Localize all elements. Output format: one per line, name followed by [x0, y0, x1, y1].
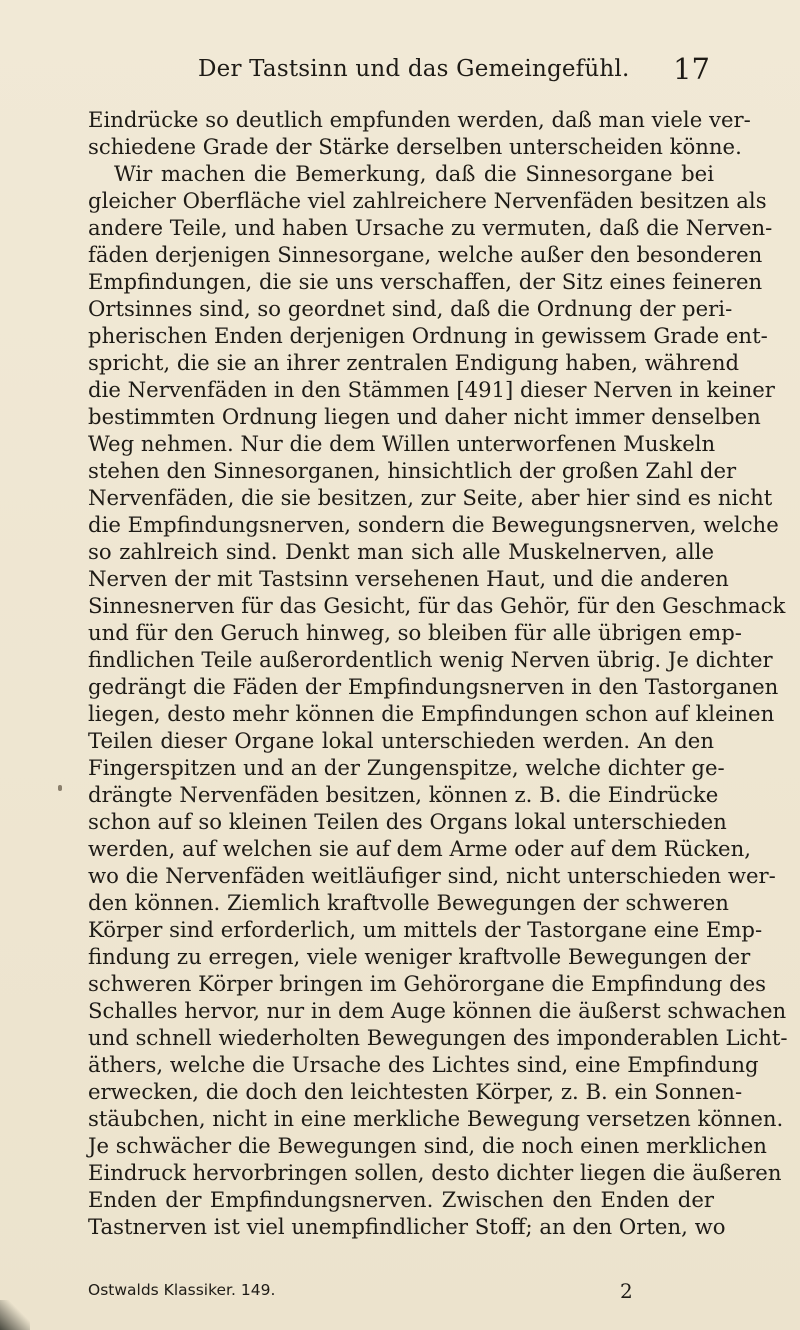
text-line: werden, auf welchen sie auf dem Arme oder auf dem Rücken,	[88, 836, 751, 861]
text-line: Wir machen die Bemerkung, daß die Sinnesorgane bei	[114, 161, 714, 186]
text-line: drängte Nervenfäden besitzen, können z. B. die Eindrücke	[88, 782, 719, 807]
text-line: und schnell wiederholten Bewegungen des imponderablen Licht-	[88, 1025, 788, 1050]
page-number: 17	[673, 52, 710, 86]
text-line: erwecken, die doch den leichtesten Körper, z. B. ein Sonnen-	[88, 1079, 743, 1104]
running-title: Der Tastsinn und das Gemeingefühl.	[198, 56, 630, 82]
text-line: Ortsinnes sind, so geordnet sind, daß die Ordnung der peri-	[88, 296, 733, 321]
text-line: Sinnesnerven für das Gesicht, für das Gehör, für den Geschmack	[88, 593, 786, 618]
text-line: Je schwächer die Bewegungen sind, die noch einen merklichen	[88, 1133, 767, 1158]
text-line: Nervenfäden, die sie besitzen, zur Seite, aber hier sind es nicht	[88, 485, 773, 510]
text-line: Weg nehmen. Nur die dem Willen unterworfenen Muskeln	[88, 431, 716, 456]
text-line: Enden der Empfindungsnerven. Zwischen den Enden der	[88, 1187, 714, 1212]
text-line: die Nervenfäden in den Stämmen [491] dieser Nerven in keiner	[88, 377, 775, 402]
text-line: Körper sind erforderlich, um mittels der Tastorgane eine Emp-	[88, 917, 763, 942]
margin-mark	[58, 785, 62, 791]
text-line: stehen den Sinnesorganen, hinsichtlich der großen Zahl der	[88, 458, 737, 483]
text-line: Eindruck hervorbringen sollen, desto dichter liegen die äußeren	[88, 1160, 782, 1185]
text-line: schweren Körper bringen im Gehörorgane die Empfindung des	[88, 971, 767, 996]
text-line: Nerven der mit Tastsinn versehenen Haut, und die anderen	[88, 566, 729, 591]
text-line: bestimmten Ordnung liegen und daher nicht immer denselben	[88, 404, 761, 429]
text-line: pherischen Enden derjenigen Ordnung in gewissem Grade ent-	[88, 323, 768, 348]
text-line: stäubchen, nicht in eine merkliche Bewegung versetzen können.	[88, 1106, 784, 1131]
text-line: äthers, welche die Ursache des Lichtes sind, eine Empfindung	[88, 1052, 759, 1077]
text-line: Schalles hervor, nur in dem Auge können die äußerst schwachen	[88, 998, 787, 1023]
running-head	[90, 52, 710, 90]
text-line: fäden derjenigen Sinnesorgane, welche außer den besonderen	[88, 242, 763, 267]
page-footer	[88, 1281, 714, 1305]
text-line: schiedene Grade der Stärke derselben unterscheiden könne.	[88, 134, 742, 159]
text-line: und für den Geruch hinweg, so bleiben für alle übrigen emp-	[88, 620, 742, 645]
series-signature: Ostwalds Klassiker. 149.	[88, 1281, 276, 1299]
text-line: den können. Ziemlich kraftvolle Bewegungen der schweren	[88, 890, 729, 915]
text-line: Fingerspitzen und an der Zungenspitze, welche dichter ge-	[88, 755, 725, 780]
text-line: spricht, die sie an ihrer zentralen Endigung haben, während	[88, 350, 740, 375]
text-line: wo die Nervenfäden weitläufiger sind, nicht unterschieden wer-	[88, 863, 776, 888]
text-line: Tastnerven ist viel unempfindlicher Stoff; an den Orten, wo	[88, 1214, 726, 1239]
body-text	[88, 106, 788, 1240]
text-line: gedrängt die Fäden der Empfindungsnerven in den Tastorganen	[88, 674, 779, 699]
text-line: findlichen Teile außerordentlich wenig Nerven übrig. Je dichter	[88, 647, 773, 672]
text-line: Teilen dieser Organe lokal unterschieden werden. An den	[88, 728, 714, 753]
text-line: liegen, desto mehr können die Empfindungen schon auf kleinen	[88, 701, 775, 726]
text-line: gleicher Oberfläche viel zahlreichere Nervenfäden besitzen als	[88, 188, 767, 213]
corner-shadow	[0, 1300, 30, 1330]
text-line: andere Teile, und haben Ursache zu vermuten, daß die Nerven-	[88, 215, 773, 240]
text-line: Empfindungen, die sie uns verschaffen, der Sitz eines feineren	[88, 269, 763, 294]
text-line: schon auf so kleinen Teilen des Organs lokal unterschieden	[88, 809, 727, 834]
text-line: so zahlreich sind. Denkt man sich alle Muskelnerven, alle	[88, 539, 714, 564]
text-line: Eindrücke so deutlich empfunden werden, daß man viele ver-	[88, 107, 751, 132]
signature-mark: 2	[620, 1279, 633, 1303]
text-line: findung zu erregen, viele weniger kraftvolle Bewegungen der	[88, 944, 751, 969]
text-line: die Empfindungsnerven, sondern die Bewegungsnerven, welche	[88, 512, 779, 537]
